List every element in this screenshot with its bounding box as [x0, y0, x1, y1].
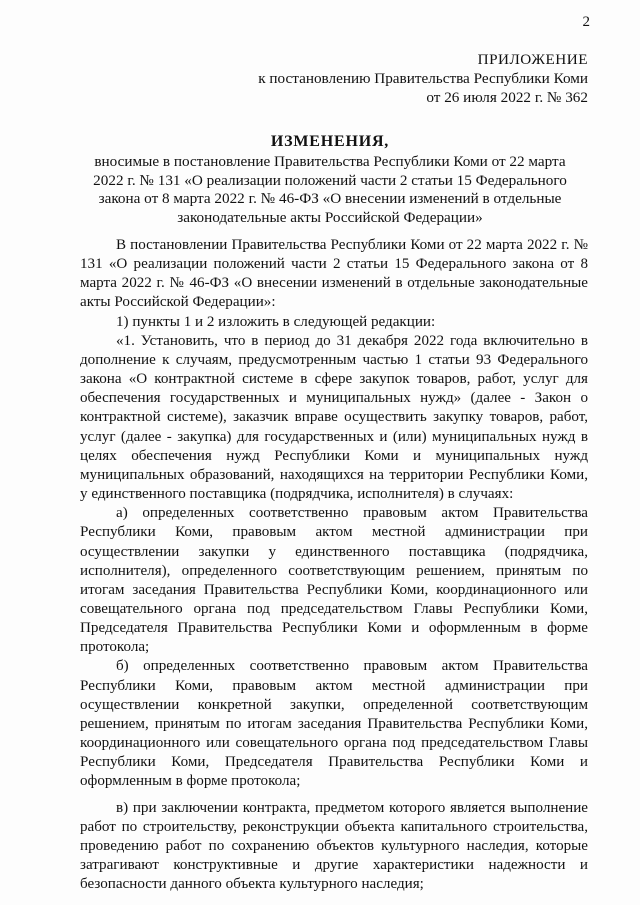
document-heading [80, 132, 580, 227]
paragraph-intro: В постановлении Правительства Республики Коми от 22 марта 2022 г. № 131 «О реализации положений части 2 статьи 15 Федерального закона от 8 марта 2022 г. № 46-ФЗ «О внесении изменений в отдельные законодательные акты Российской Федерации»: [80, 237, 588, 311]
paragraph-subclause-v: в) при заключении контракта, предметом которого является выполнение работ по строительству, реконструкции объекта капитального строительства, проведению работ по сохранению объектов культурного наследия, которые затрагивают конструктивные и другие характеристики надежности и безопасности данного объекта культурного наследия; [80, 799, 588, 893]
paragraph-clause-1: «1. Установить, что в период до 31 декабря 2022 года включительно в дополнение к случаям, предусмотренным частью 1 статьи 93 Федерального закона «О контрактной системе в сфере закупок товаров, работ, услуг для обеспечения государственных и муниципальных нужд» (далее - Закон о контрактной системе), заказчик вправе осуществить закупку товаров, работ, услуг (далее - закупка) для государственных и (или) муниципальных нужд в целях обеспечения нужд Республики Коми и муниципальных нужд муниципальных образований, находящихся на территории Республики Коми, у единственного поставщика (подрядчика, исполнителя) в случаях: [80, 332, 588, 503]
appendix-line-date: от 26 июля 2022 г. № 362 [426, 89, 588, 106]
paragraph-subclause-b: б) определенных соответственно правовым актом Правительства Республики Коми, правовым актом местной администрации при осуществлении конкретной закупки, определенной соответствующим решением, принятым по итогам заседания Правительства Республики Коми, координационного или совещательного органа под председательством Главы Республики Коми, Председателя Правительства Республики Коми и оформленным в форме протокола; [80, 658, 588, 790]
appendix-title: ПРИЛОЖЕНИЕ [477, 51, 588, 68]
heading-title: ИЗМЕНЕНИЯ, [270, 133, 390, 150]
document-body [80, 236, 588, 894]
appendix-block [228, 50, 588, 107]
paragraph-item-1: 1) пункты 1 и 2 изложить в следующей редакции: [116, 313, 436, 330]
heading-subtitle: вносимые в постановление Правительства Республики Коми от 22 марта 2022 г. № 131 «О реализации положений части 2 статьи 15 Федерального закона от 8 марта 2022 г. № 46-ФЗ «О внесении изменений в отдельные законодательные акты Российской Федерации» [93, 153, 567, 226]
appendix-line-resolution: к постановлению Правительства Республики Коми [258, 70, 588, 87]
page-number: 2 [582, 14, 590, 30]
paragraph-subclause-a: а) определенных соответственно правовым актом Правительства Республики Коми, правовым актом местной администрации при осуществлении закупки у единственного поставщика (подрядчика, исполнителя), определенного соответствующим решением, принятым по итогам заседания Правительства Республики Коми, координационного или совещательного органа под председательством Главы Республики Коми, Председателя Правительства Республики Коми и оформленным в форме протокола; [80, 505, 588, 656]
